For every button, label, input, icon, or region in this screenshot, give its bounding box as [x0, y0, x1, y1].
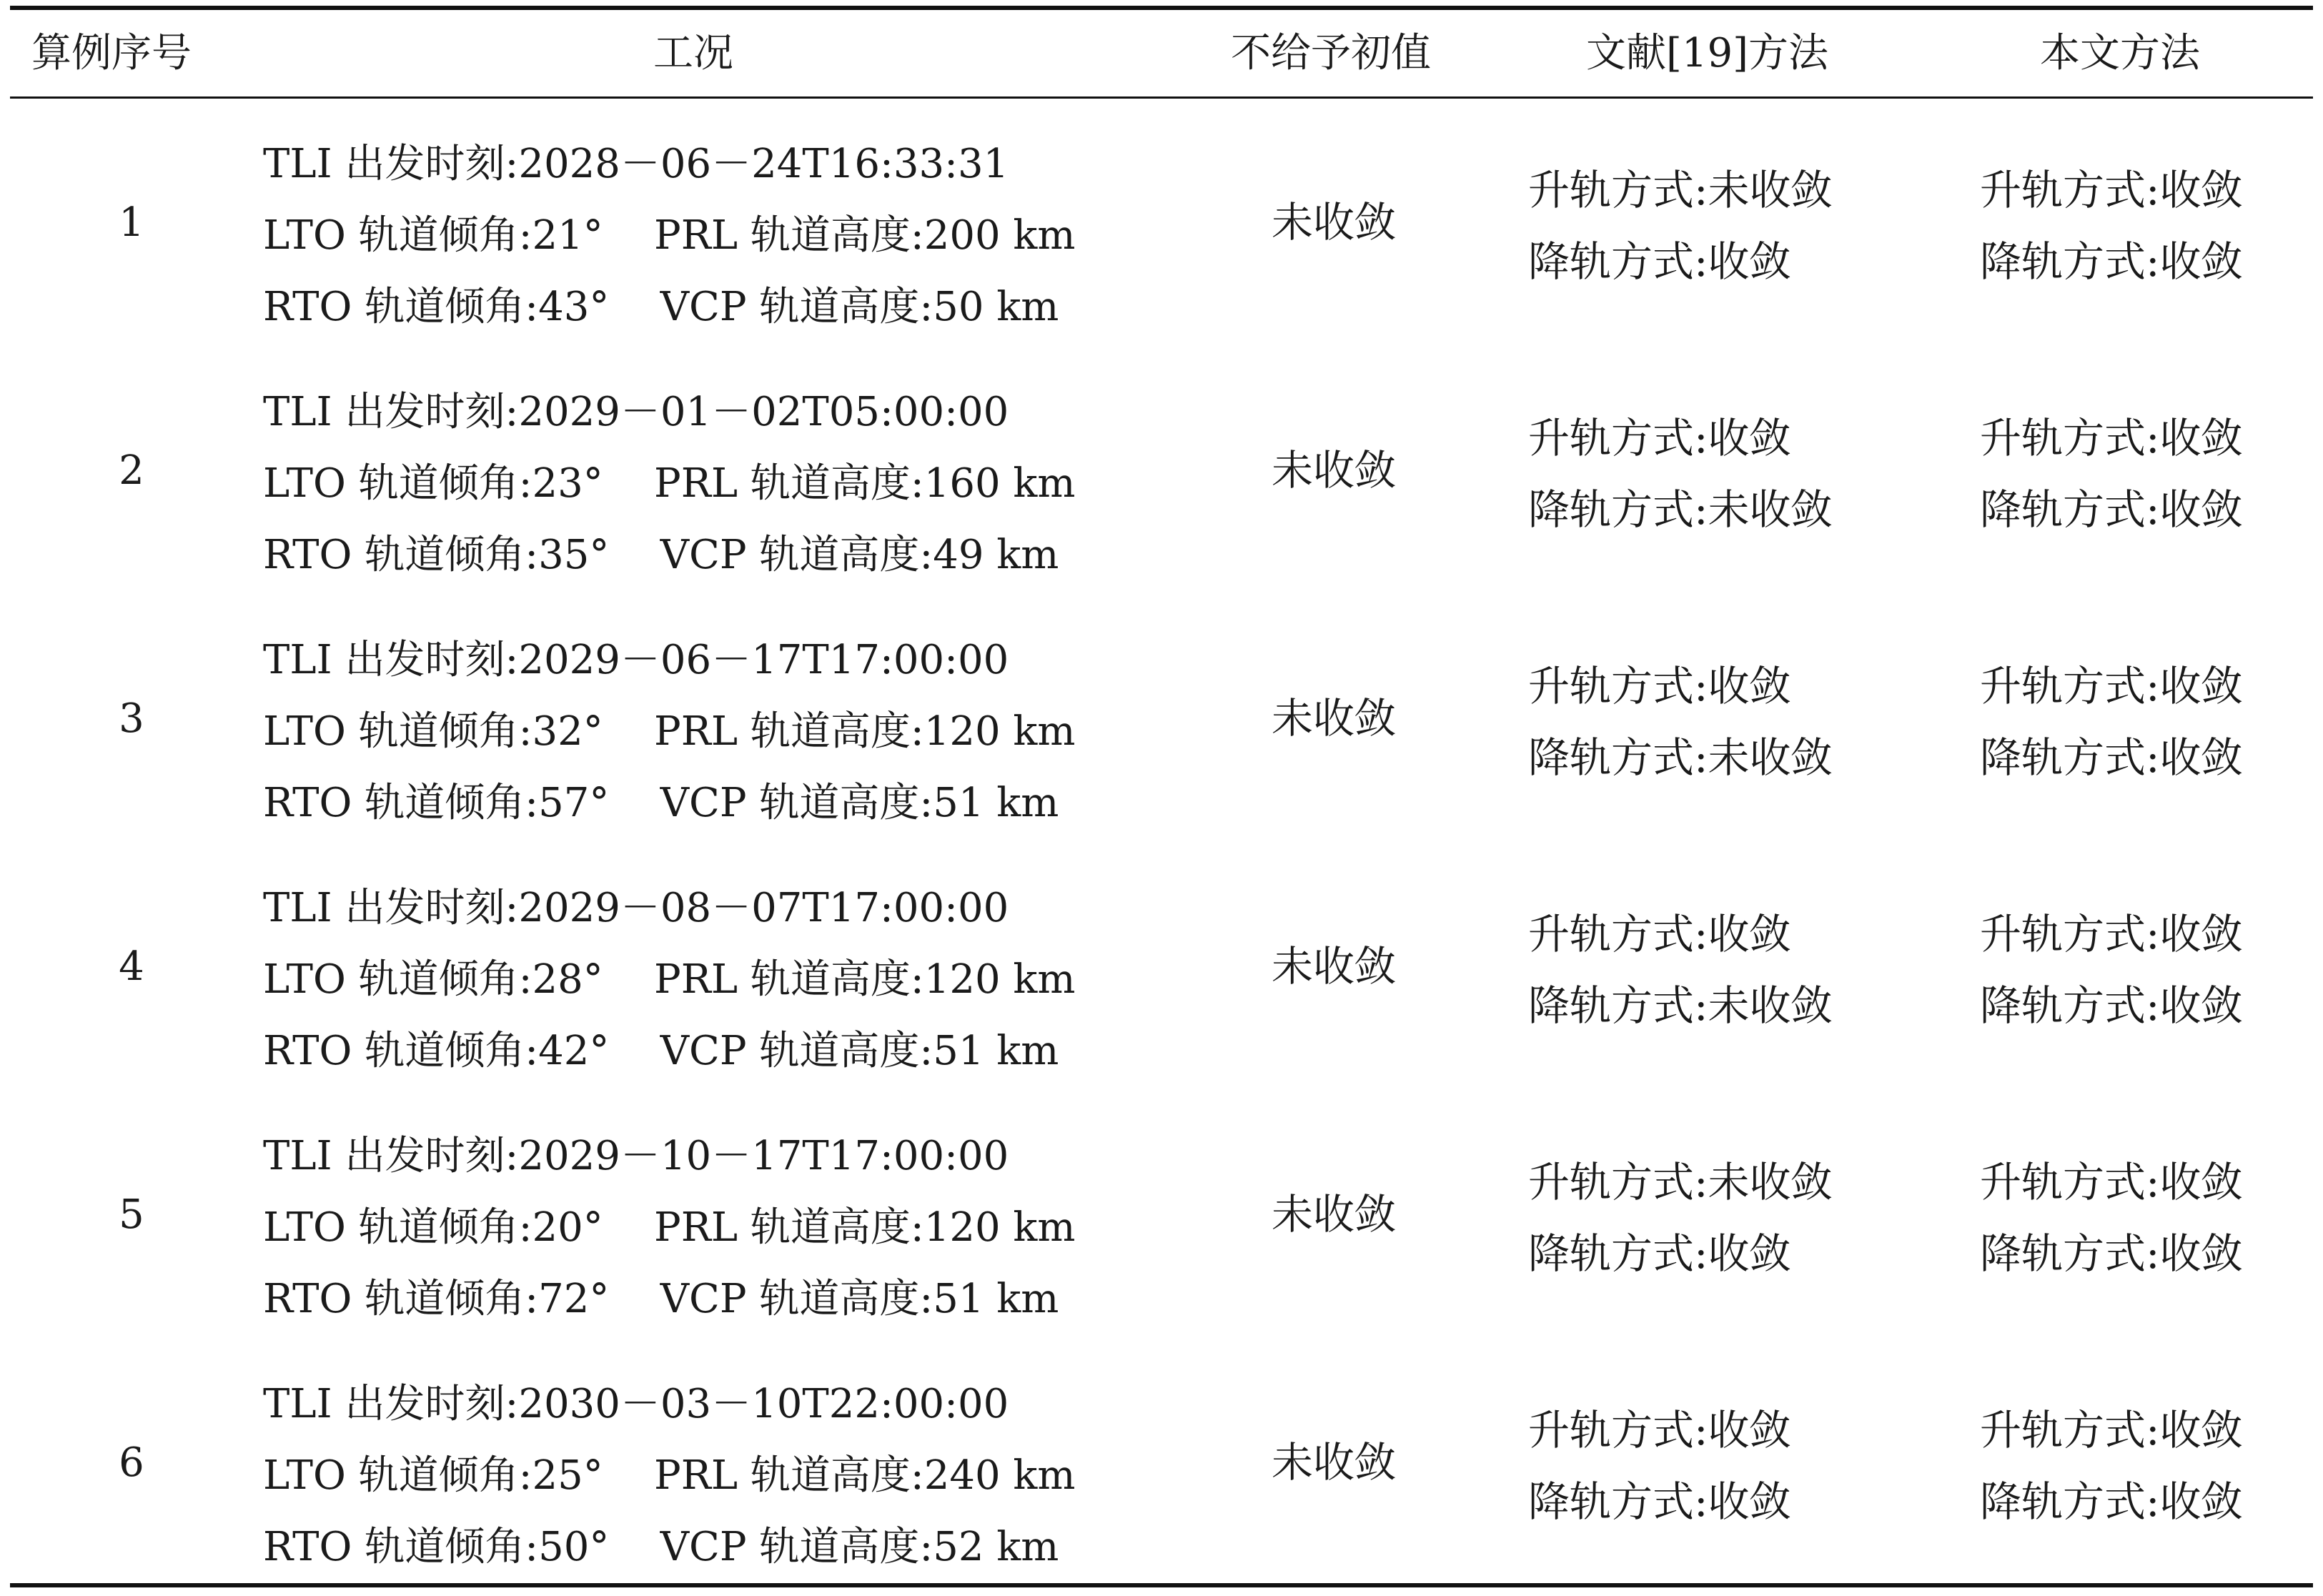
lto-prl-params: LTO 轨道倾角:21° PRL 轨道高度:200 km [263, 212, 1076, 259]
rto-vcp-params: RTO 轨道倾角:42° VCP 轨道高度:51 km [263, 1028, 1059, 1074]
ascending-result: 升轨方式:收敛 [1980, 910, 2243, 958]
descending-result: 降轨方式:收敛 [1980, 485, 2243, 534]
ascending-result: 升轨方式:未收敛 [1528, 166, 1833, 214]
row-index: 2 [119, 447, 144, 494]
row-no-initial-result: 未收敛 [1272, 694, 1397, 743]
row-no-initial-result: 未收敛 [1272, 942, 1397, 991]
row-no-initial-result: 未收敛 [1272, 446, 1397, 495]
lto-prl-params: LTO 轨道倾角:25° PRL 轨道高度:240 km [263, 1452, 1076, 1499]
rto-vcp-params: RTO 轨道倾角:50° VCP 轨道高度:52 km [263, 1524, 1059, 1570]
header-our-method: 本文方法 [2040, 30, 2200, 76]
table-row [10, 347, 2313, 595]
row-condition [263, 873, 1192, 1087]
tli-departure-time: TLI 出发时刻:2028－06－24T16:33:31 [263, 141, 1009, 187]
lto-prl-params: LTO 轨道倾角:28° PRL 轨道高度:120 km [263, 956, 1076, 1003]
table-header [10, 10, 2313, 96]
lto-prl-params: LTO 轨道倾角:32° PRL 轨道高度:120 km [263, 708, 1076, 755]
tli-departure-time: TLI 出发时刻:2030－03－10T22:00:00 [263, 1381, 1009, 1427]
ascending-result: 升轨方式:收敛 [1980, 1158, 2243, 1206]
table-row [10, 595, 2313, 843]
ascending-result: 升轨方式:收敛 [1528, 1406, 1791, 1454]
header-no-initial-value: 不给予初值 [1231, 30, 1431, 76]
descending-result: 降轨方式:收敛 [1980, 1477, 2243, 1526]
row-reference-result [1528, 650, 1928, 793]
descending-result: 降轨方式:收敛 [1528, 237, 1791, 286]
ascending-result: 升轨方式:收敛 [1980, 662, 2243, 710]
ascending-result: 升轨方式:收敛 [1980, 166, 2243, 214]
descending-result: 降轨方式:未收敛 [1528, 733, 1833, 782]
table-row [10, 1091, 2313, 1339]
ascending-result: 升轨方式:收敛 [1528, 662, 1791, 710]
row-index: 5 [119, 1191, 144, 1238]
row-no-initial-result: 未收敛 [1272, 1190, 1397, 1239]
descending-result: 降轨方式:收敛 [1528, 1229, 1791, 1278]
tli-departure-time: TLI 出发时刻:2029－01－02T05:00:00 [263, 389, 1009, 435]
row-condition [263, 1121, 1192, 1335]
row-reference-result [1528, 402, 1928, 545]
descending-result: 降轨方式:收敛 [1980, 981, 2243, 1030]
row-our-result [1980, 1394, 2309, 1537]
descending-result: 降轨方式:未收敛 [1528, 485, 1833, 534]
rto-vcp-params: RTO 轨道倾角:35° VCP 轨道高度:49 km [263, 532, 1059, 578]
ascending-result: 升轨方式:收敛 [1528, 414, 1791, 462]
row-condition [263, 1369, 1192, 1583]
row-our-result [1980, 1146, 2309, 1289]
descending-result: 降轨方式:收敛 [1980, 237, 2243, 286]
row-reference-result [1528, 1146, 1928, 1289]
table-row [10, 99, 2313, 347]
header-reference-method: 文献[19]方法 [1586, 30, 1828, 76]
row-no-initial-result: 未收敛 [1272, 198, 1397, 247]
descending-result: 降轨方式:收敛 [1528, 1477, 1791, 1526]
lto-prl-params: LTO 轨道倾角:23° PRL 轨道高度:160 km [263, 460, 1076, 507]
tli-departure-time: TLI 出发时刻:2029－10－17T17:00:00 [263, 1133, 1009, 1179]
row-reference-result [1528, 898, 1928, 1041]
header-index: 算例序号 [31, 30, 192, 76]
rto-vcp-params: RTO 轨道倾角:72° VCP 轨道高度:51 km [263, 1276, 1059, 1322]
ascending-result: 升轨方式:收敛 [1528, 910, 1791, 958]
tli-departure-time: TLI 出发时刻:2029－06－17T17:00:00 [263, 637, 1009, 683]
row-reference-result [1528, 1394, 1928, 1537]
row-condition [263, 625, 1192, 839]
rto-vcp-params: RTO 轨道倾角:57° VCP 轨道高度:51 km [263, 780, 1059, 826]
row-index: 6 [119, 1439, 144, 1486]
header-condition: 工况 [653, 30, 733, 76]
table-row [10, 843, 2313, 1091]
lto-prl-params: LTO 轨道倾角:20° PRL 轨道高度:120 km [263, 1204, 1076, 1251]
descending-result: 降轨方式:收敛 [1980, 733, 2243, 782]
row-our-result [1980, 154, 2309, 297]
row-index: 1 [119, 199, 144, 246]
tli-departure-time: TLI 出发时刻:2029－08－07T17:00:00 [263, 885, 1009, 931]
ascending-result: 升轨方式:收敛 [1980, 1406, 2243, 1454]
row-condition [263, 377, 1192, 591]
table-bottom-rule [10, 1583, 2313, 1587]
row-condition [263, 129, 1192, 343]
table-row [10, 1339, 2313, 1587]
row-no-initial-result: 未收敛 [1272, 1438, 1397, 1487]
ascending-result: 升轨方式:未收敛 [1528, 1158, 1833, 1206]
row-our-result [1980, 898, 2309, 1041]
row-index: 3 [119, 695, 144, 742]
row-index: 4 [119, 943, 144, 990]
ascending-result: 升轨方式:收敛 [1980, 414, 2243, 462]
row-reference-result [1528, 154, 1928, 297]
row-our-result [1980, 650, 2309, 793]
descending-result: 降轨方式:收敛 [1980, 1229, 2243, 1278]
descending-result: 降轨方式:未收敛 [1528, 981, 1833, 1030]
rto-vcp-params: RTO 轨道倾角:43° VCP 轨道高度:50 km [263, 284, 1059, 330]
row-our-result [1980, 402, 2309, 545]
